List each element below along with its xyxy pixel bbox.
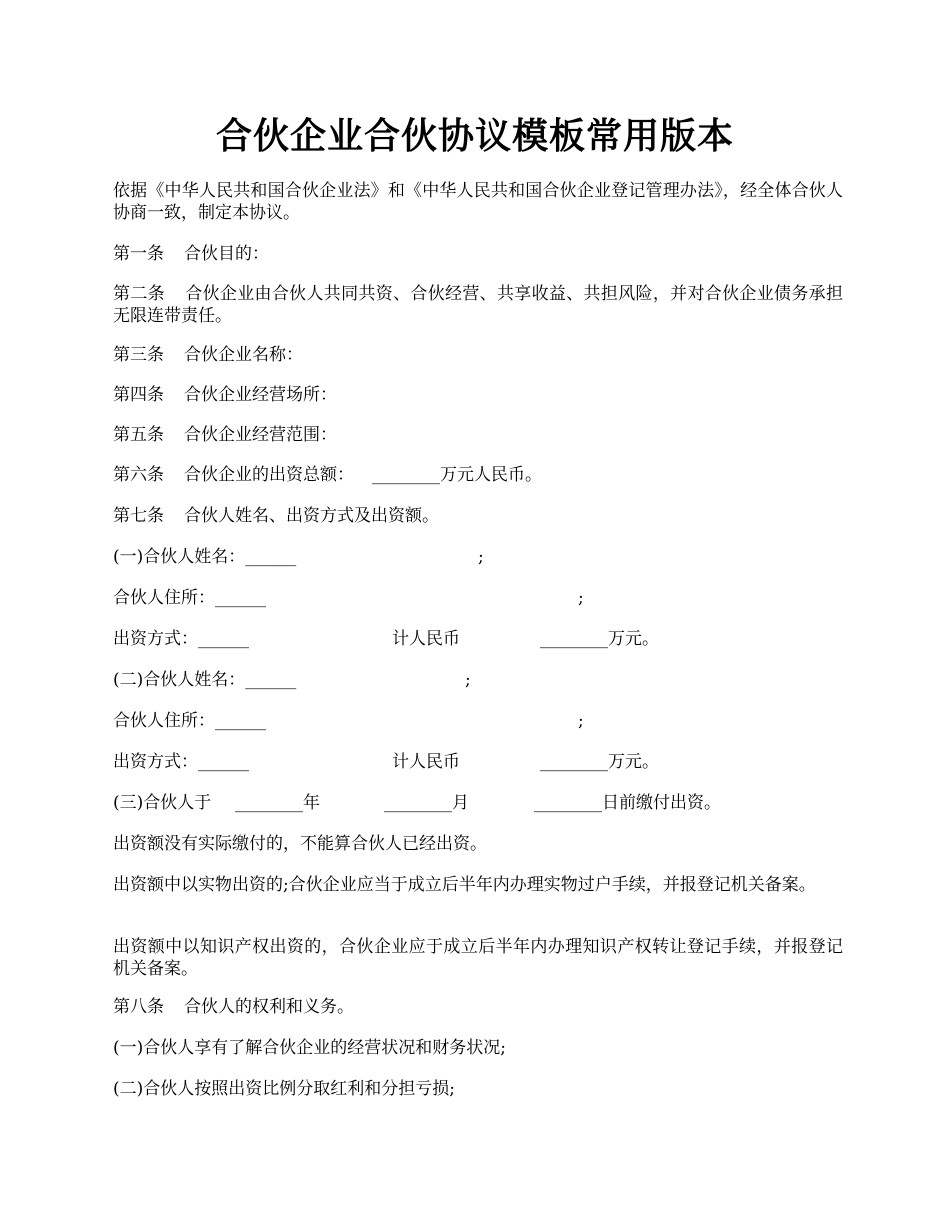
article-text: 合伙企业名称： [184,345,303,365]
amount-suffix: 万元人民币。 [440,465,542,485]
article-7 [113,505,843,527]
note-intellectual-property: 出资额中以知识产权出资的，合伙企业应于成立后半年内办理知识产权转让登记手续，并报登记机关备案。 [113,937,843,979]
article-number: 第四条 [113,385,164,405]
partner-3-payment-date [113,792,843,814]
article-text: 合伙目的： [184,244,269,264]
line-end: ; [465,670,471,690]
article-number: 第一条 [113,244,164,264]
day-blank: ________日前缴付出资。 [534,793,721,813]
right-2: (二)合伙人按照出资比例分取红利和分担亏损; [113,1079,455,1099]
article-text: 合伙企业的出资总额： [184,465,354,485]
amount-blank: ________万元。 [540,629,659,649]
article-number: 第六条 [113,465,164,485]
address-label: 合伙人住所：______ [113,588,266,608]
right-1: (一)合伙人享有了解合伙企业的经营状况和财务状况; [113,1038,506,1058]
month-blank: ________月 [384,793,469,813]
method-label: 出资方式：______ [113,752,249,772]
rmb-label: 计人民币 [392,752,460,772]
article-number: 第五条 [113,425,164,445]
name-label: (一)合伙人姓名：______ [113,547,297,567]
year-blank: ________年 [235,793,320,813]
article-text: 合伙企业经营范围： [184,425,337,445]
document-title: 合伙企业合伙协议模板常用版本 [215,115,734,157]
payment-prefix: (三)合伙人于 [113,793,212,813]
article-2 [113,283,843,327]
article-number: 第八条 [113,997,164,1017]
article-text: 合伙人的权利和义务。 [184,997,354,1017]
article-number: 第三条 [113,345,164,365]
partner-2-name [113,669,843,691]
article-5 [113,424,843,446]
partner-1-name [113,546,843,568]
article-6 [113,464,843,486]
partner-1-address [113,587,843,609]
line-end: ; [578,711,584,731]
article-text: 合伙企业经营场所： [184,385,337,405]
article-text: 合伙人姓名、出资方式及出资额。 [184,506,439,526]
article-number: 第二条 [113,284,165,304]
article-text: 合伙企业由合伙人共同共资、合伙经营、共享收益、共担风险，并对合伙企业债务承担无限连带责任。 [113,284,844,326]
partner-1-contribution [113,628,843,650]
article-4 [113,384,843,406]
name-label: (二)合伙人姓名：______ [113,670,297,690]
amount-blank: ________万元。 [540,752,659,772]
note-unpaid: 出资额没有实际缴付的，不能算合伙人已经出资。 [113,834,487,854]
amount-blank: ________ [372,465,440,485]
article-8 [113,996,843,1018]
article-3 [113,344,843,366]
rmb-label: 计人民币 [392,629,460,649]
note-in-kind: 出资额中以实物出资的;合伙企业应当于成立后半年内办理实物过户手续，并报登记机关备案。 [113,875,816,895]
intro-paragraph: 依据《中华人民共和国合伙企业法》和《中华人民共和国合伙企业登记管理办法》，经全体合伙人协商一致，制定本协议。 [113,181,843,223]
line-end: ; [478,547,484,567]
method-label: 出资方式：______ [113,629,249,649]
partner-2-contribution [113,751,843,773]
article-number: 第七条 [113,506,164,526]
address-label: 合伙人住所：______ [113,711,266,731]
article-1 [113,243,843,265]
line-end: ; [578,588,584,608]
partner-2-address [113,710,843,732]
